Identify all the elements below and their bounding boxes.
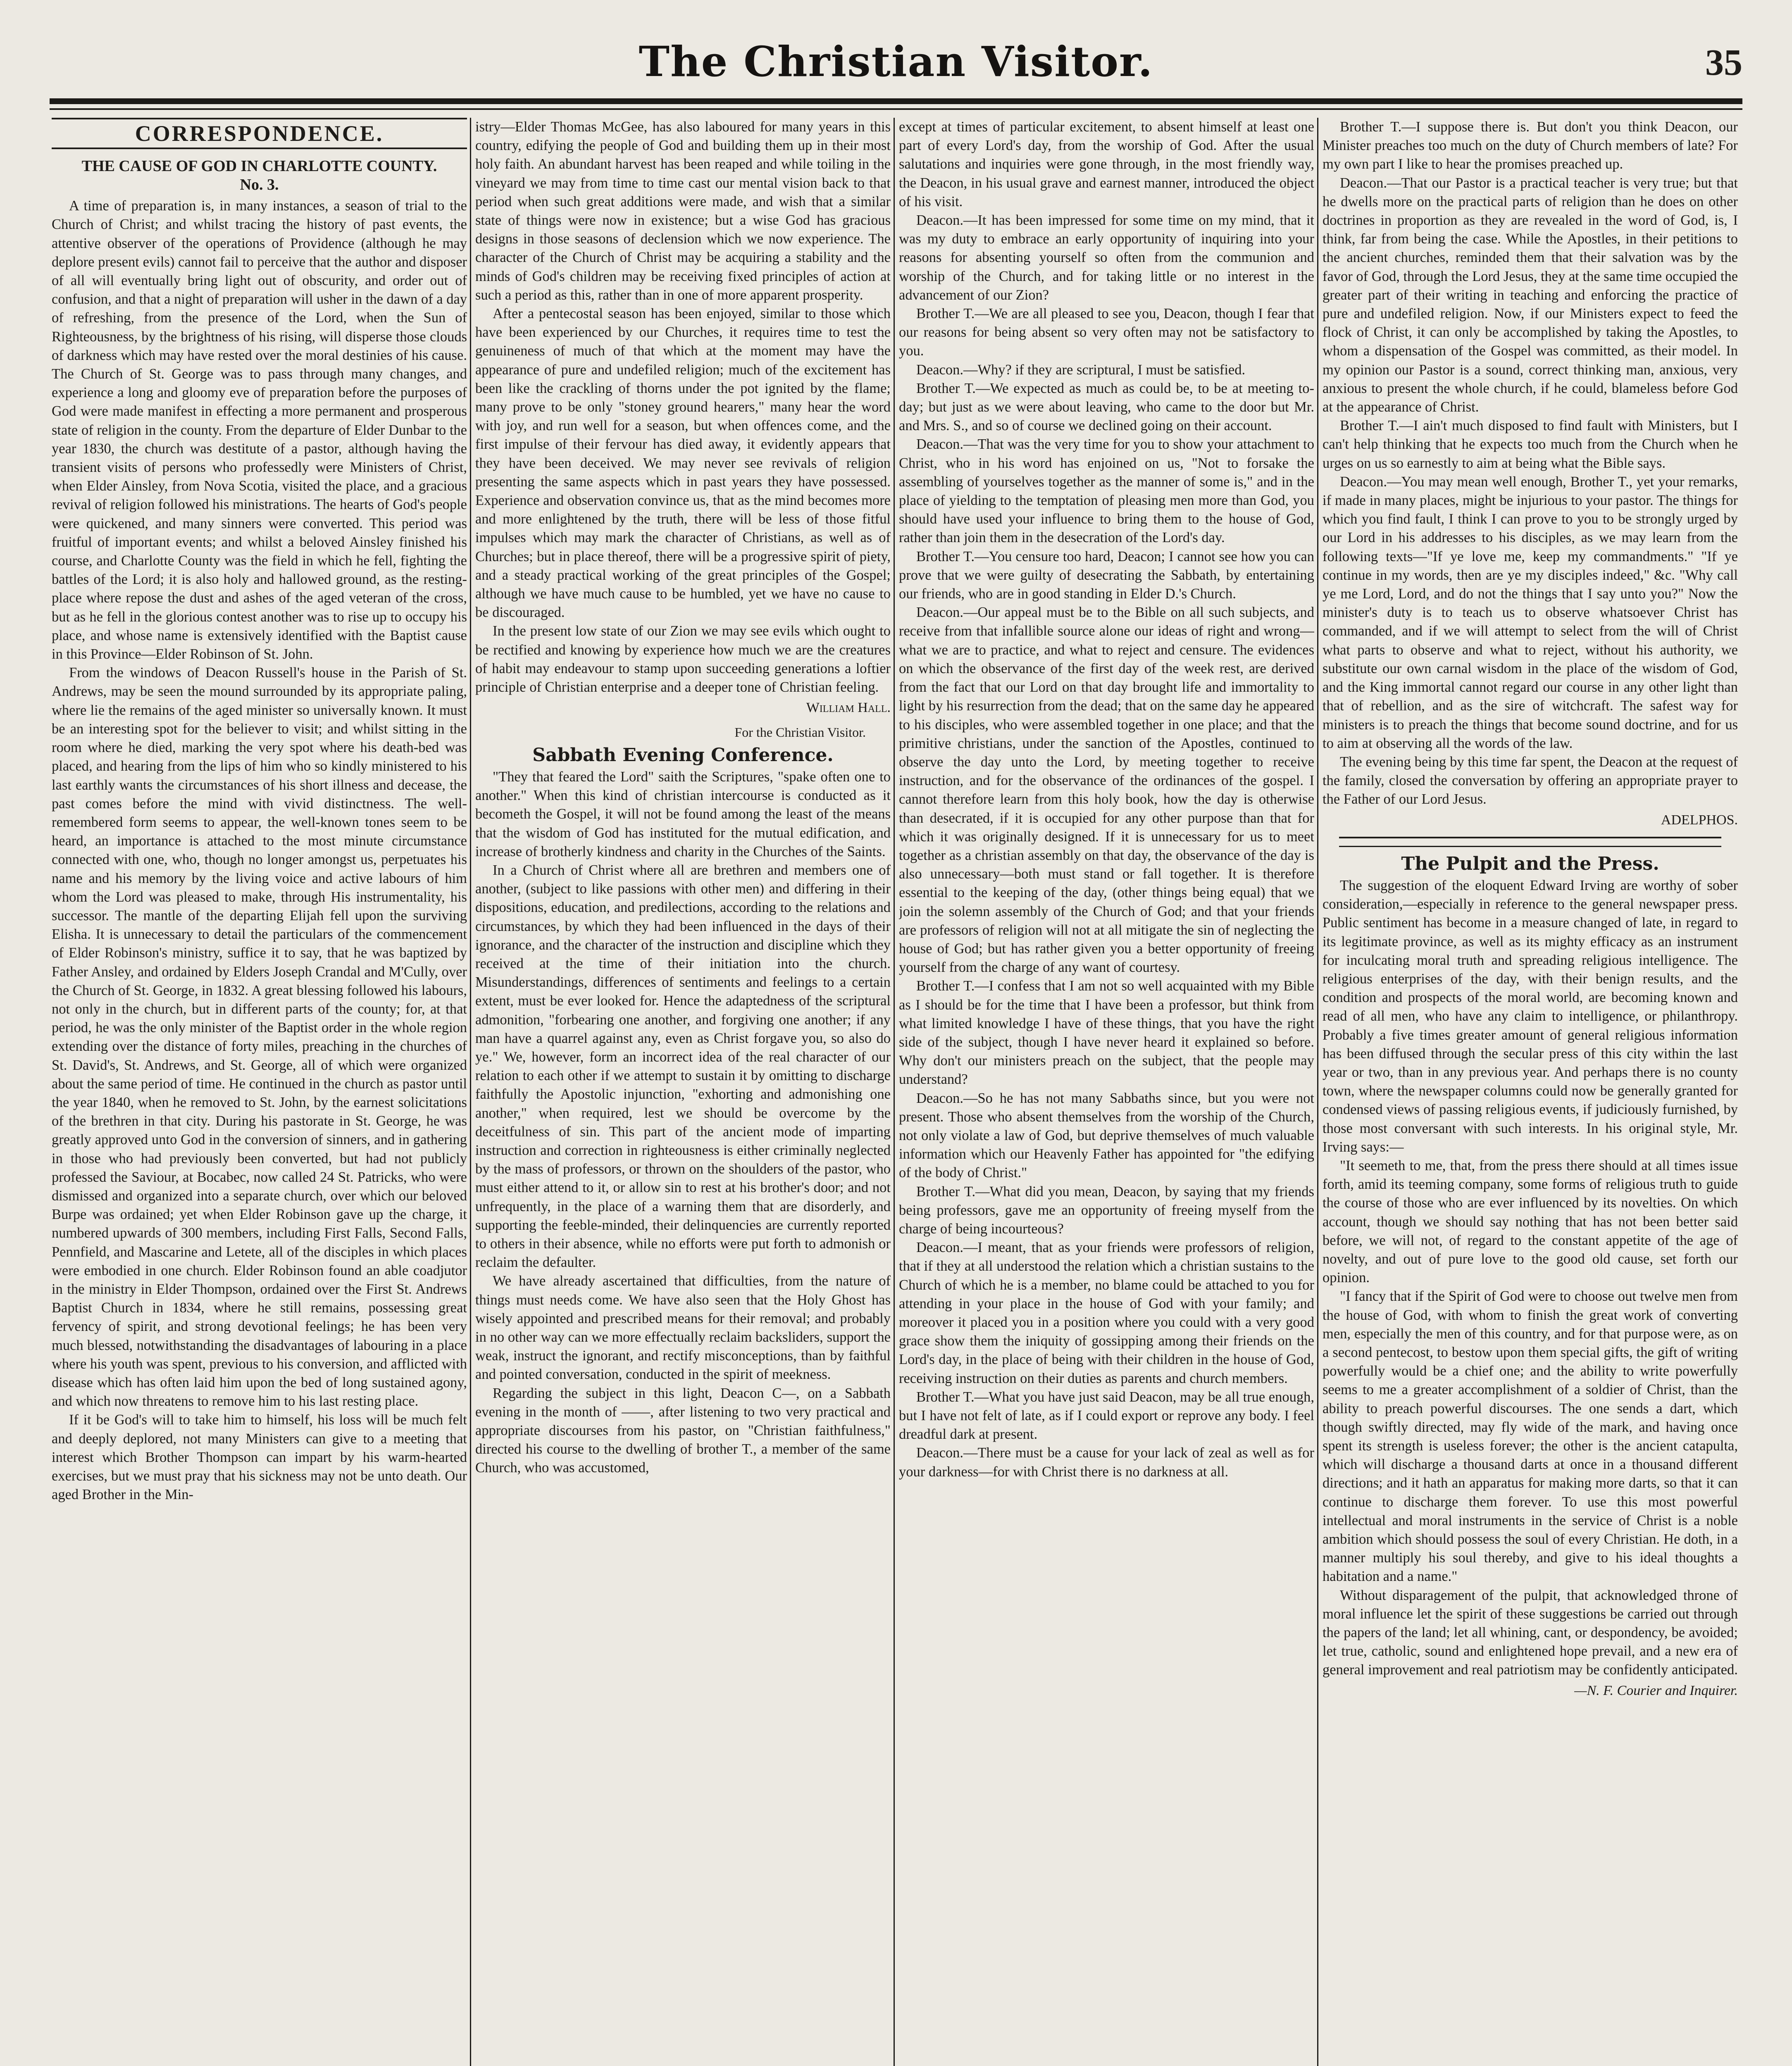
page-number: 35 (1705, 42, 1742, 83)
paragraph: We have already ascertained that difficulties, from the nature of things must needs come. We have also seen that the Holy Ghost has wisely appointed and prescribed means for their removal; and probably in no other way can we more effectually reclaim backsliders, support the weak, instruct the ignorant, and rectify misconceptions, than by faithful and pointed conversation, conducted in the spirit of meekness. (475, 1273, 891, 1383)
article-number: No. 3. (240, 176, 279, 193)
paragraph: In the present low state of our Zion we may see evils which ought to be rectified and knowing by experience how much we are the creatures of habit may endeavour to stamp upon succeeding generations a loftier principle of Christian enterprise and a deeper tone of Christian feeling. (475, 623, 891, 695)
paragraph: "It seemeth to me, that, from the press there should at all times issue forth, amid its teeming company, some forms of religious truth to guide the course of those who are ever influenced by its novelties. On which account, though we should say nothing that has not been better said before, we will not, of regard to the constant appetite of the age of novelty, and out of pure love to the good old cause, set forth our opinion. (1323, 1157, 1738, 1286)
column-divider (470, 118, 471, 2066)
paragraph: Deacon.—Why? if they are scriptural, I must be satisfied. (916, 362, 1246, 378)
paragraph: Deacon.—So he has not many Sabbaths since, but you were not present. Those who absent themselves from the worship of the Church, not only violate a law of God, but deprive themselves of much valuable information which our Heavenly Father has appointed for "the edifying of the body of Christ." (899, 1090, 1314, 1181)
paragraph: Brother T.—We expected as much as could be, to be at meeting to-day; but just as we were about leaving, who came to the door but Mr. and Mrs. S., and so of course we declined going on their account. (899, 380, 1314, 434)
column-3 (899, 118, 1314, 2066)
paragraph: The evening being by this time far spent, the Deacon at the request of the family, closed the conversation by offering an appropriate prayer to the Father of our Lord Jesus. (1323, 754, 1738, 807)
paragraph: Deacon.—That was the very time for you to show your attachment to Christ, who in his word has enjoined on us, "Not to forsake the assembling of yourselves together as the manner of some is," and in the place of yielding to the temptation of pleasing men more than God, you should have used your influence to bring them to the house of God, rather than join them in the desecration of the Lord's day. (899, 436, 1314, 546)
paragraph: Brother T.—You censure too hard, Deacon; I cannot see how you can prove that we were guilty of desecrating the Sabbath, by entertaining our friends, who are in good standing in Elder D.'s Church. (899, 548, 1314, 602)
paragraph: Deacon.—I meant, that as your friends were professors of religion, that if they at all understood the relation which a christian sustains to the Church of which he is a member, no blame could be attached to you for attending in your place in the house of God with your family; and moreover it placed you in a position where you could with a very good grace show them the iniquity of gossipping among their friends on the Lord's day, in the place of being with their children in the house of God, receiving instruction on their duties as parents and church members. (899, 1240, 1314, 1386)
paragraph: "I fancy that if the Spirit of God were to choose out twelve men from the house of God, with whom to finish the great work of converting men, especially the men of this country, and for that purpose were, as on a second pentecost, to bestow upon them special gifts, the gift of writing powerfully would be a chief one; and the ability to write powerfully seems to me a greater accomplishment of a soldier of Christ, than the ability to preach powerful discourses. The one sends a dart, which though swiftly directed, may fly wide of the mark, and having once spent its strength is useless forever; the other is the ancient catapulta, which will discharge a thousand darts at once in a thousand different directions; and it hath an apparatus for making more darts, so that it can continue to discharge them forever. To use this most powerful intellectual and moral instruments in the service of Christ is a noble ambition which should possess the soul of every Christian. He doth, in a manner multiply his soul thereby, and give to his ideal thoughts a habitation and a name." (1323, 1288, 1738, 1585)
paragraph: A time of preparation is, in many instances, a season of trial to the Church of Christ; and whilst tracing the history of past events, the attentive observer of the operations of Providence (although he may deplore present evils) cannot fail to perceive that the author and disposer of all will eventually bring light out of obscurity, and order out of confusion, and that a night of preparation will usher in the dawn of a day of refreshing, from the presence of the Lord, when the Sun of Righteousness, by the brightness of his rising, will disperse those clouds of darkness which may have rested over the moral destinies of his cause. The Church of St. George was to pass through many changes, and experience a long and gloomy eve of preparation before the purposes of God were made manifest in effecting a more permanent and prosperous state of religion in the county. From the departure of Elder Dunbar to the year 1830, the church was destitute of a pastor, although having the transient visits of persons who professedly were Ministers of Christ, when Elder Ainsley, from Nova Scotia, visited the place, and a gracious revival of religion followed his ministrations. The hearts of God's people were quickened, and many sinners were converted. This period was fruitful of important events; and whilst a beloved Ainsley finished his course, and Charlotte County was the field in which he fell, fighting the battles of the Lord; it is also holy and hallowed ground, as the resting-place where repose the dust and ashes of the aged veteran of the cross, but as he fell in the glorious contest another was to rise up to occupy his place, and whose name is extensively identified with the Baptist cause in this Province—Elder Robinson of St. John. (52, 198, 467, 662)
paragraph: Without disparagement of the pulpit, that acknowledged throne of moral influence let the spirit of these suggestions be carried out through the papers of the land; let all whining, cant, or despondency, be avoided; let true, catholic, sound and enlightened hope prevail, and a new era of general improvement and real patriotism may be confidently anticipated. (1323, 1587, 1738, 1678)
section-heading-correspondence: CORRESPONDENCE. (52, 118, 467, 149)
paragraph: Deacon.—It has been impressed for some time on my mind, that it was my duty to embrace an early opportunity of inquiring into your reasons for absenting yourself so often from the communion and worship of the Church, and for taking little or no interest in the advancement of our Zion? (899, 212, 1314, 303)
separator-rule (1339, 837, 1721, 838)
paragraph: istry—Elder Thomas McGee, has also laboured for many years in this country, edifying the people of God and building them up in their most holy faith. An abundant harvest has been reaped and while toiling in the vineyard we may from time to time cast our mental vision back to that period when such great additions were made, and wish that a similar state of things were now in existence; but a wise God has gracious designs in those seasons of declension which we now experience. The character of the Church of Christ may be acquiring a stability and the minds of God's children may be receiving fixed principles of action at such a period as this, rather than in one of more apparent prosperity. (475, 119, 891, 303)
paragraph: Deacon.—Our appeal must be to the Bible on all such subjects, and receive from that infallible source alone our ideas of right and wrong—what we are to practice, and what to reject and censure. The evidences on which the observance of the first day of the week rest, are derived from the fact that our Lord on that day brought life and immortality to light by his resurrection from the dead; that on the same day he appeared to his disciples, who were assembled together in one place; and that the primitive christians, under the sanction of the Apostles, continued to observe the day unto the Lord, by meeting together to receive instruction, and for the observance of the ordinances of the gospel. I cannot therefore learn from this holy book, how the day is otherwise than desecrated, if it is occupied for any other purpose than that for which it was originally designed. If it is unnecessary for us to meet together as a christian assembly on that day, the observance of the day is also unnecessary—both must stand or fall together. It is therefore essential to the keeping of the day, (other things being equal) that we join the solemn assembly of the Church of God; and that your friends are professors of religion will not at all mitigate the sin of neglecting the house of God; but has rather given you a better opportunity of freeing yourself from the charge of any want of courtesy. (899, 605, 1314, 976)
column-1 (52, 118, 467, 2066)
column-2 (475, 118, 891, 2066)
paragraph: If it be God's will to take him to himself, his loss will be much felt and deeply deplored, not many Ministers can give to a meeting that interest which Brother Thompson can impart by his warm-hearted exercises, but we must pray that his sickness may not be unto death. Our aged Brother in the Min- (52, 1412, 467, 1503)
column-4 (1323, 118, 1738, 2066)
paragraph: Deacon.—There must be a cause for your lack of zeal as well as for your darkness—for with Christ there is no darkness at all. (899, 1445, 1314, 1480)
newspaper-title: The Christian Visitor. (639, 37, 1153, 86)
column-divider (1317, 118, 1318, 2066)
paragraph: Brother T.—What you have just said Deacon, may be all true enough, but I have not felt of late, as if I could export or reprove any body. I feel dreadful dark at present. (899, 1389, 1314, 1442)
signature: William Hall. (806, 700, 891, 716)
paragraph: except at times of particular excitement, to absent himself at least one part of every Lord's day, from the worship of God. After the usual salutations and inquiries were gone through, in the most friendly way, the Deacon, in his usual grave and earnest manner, introduced the object of his visit. (899, 119, 1314, 209)
paragraph: Brother T.—We are all pleased to see you, Deacon, though I fear that our reasons for being absent so very often may not be satisfactory to you. (899, 306, 1314, 359)
paragraph: Brother T.—I confess that I am not so well acquainted with my Bible as I should be for the time that I have been a professor, but think from what limited knowledge I have of these things, that you have the right side of the subject, though I have never heard it explained so before. Why don't our ministers preach on the subject, that the people may understand? (899, 978, 1314, 1088)
signature: ADELPHOS. (1661, 812, 1738, 828)
paragraph: In a Church of Christ where all are brethren and members one of another, (subject to like passions with other men) and differing in their dispositions, education, and predilections, according to the relations and circumstances, by which they had been influenced in the days of their ignorance, and the character of the instruction and discipline which they received at the time of their initiation into the church. Misunderstandings, differences of sentiments and feelings to a certain extent, must be ever looked for. Hence the adaptedness of the scriptural admonition, "forbearing one another, and forgiving one another; if any man have a quarrel against any, even as Christ forgave you, so also do ye." We, however, form an incorrect idea of the real character of our relation to each other if we attempt to sustain it by omitting to discharge faithfully the Apostolic injunction, "exhorting and admonishing one another," when required, lest we should be overcome by the deceitfulness of sin. This part of the ancient mode of imparting instruction and correction in righteousness is either criminally neglected by the mass of professors, or thrown on the shoulders of the pastor, who must either attend to it, or allow sin to rest at his brother's door; and not unfrequently, in the place of a warning them that are disorderly, and supporting the feeble-minded, their delinquencies are currently reported to others in their absence, while no efforts were put forth to admonish or reclaim the defaulter. (475, 862, 891, 1271)
paragraph: Brother T.—What did you mean, Deacon, by saying that my friends being professors, gave me an opportunity of freeing myself from the charge of being incourteous? (899, 1183, 1314, 1237)
paragraph: The suggestion of the eloquent Edward Irving are worthy of sober consideration,—especially in reference to the general newspaper press. Public sentiment has become in a measure changed of late, in regard to its legitimate province, as well as its mighty efficacy as an instrument for inculcating moral truth and spreading religious intelligence. The religious enterprises of the day, with their benign results, and the condition and prospects of the moral world, are becoming known and read of all men, who have any claim to intelligence, or philanthropy. Probably a five times greater amount of general religious information has been diffused through the secular press of this city within the last year or two, than in any previous year. And perhaps there is no county town, where the newspaper columns could now be generally granted for condensed views of passing religious events, if judiciously furnished, by those most conversant with such interests. In his original style, Mr. Irving says:— (1323, 877, 1738, 1155)
article-title: THE CAUSE OF GOD IN CHARLOTTE COUNTY. (81, 157, 437, 175)
source-attribution: —N. F. Courier and Inquirer. (1574, 1683, 1738, 1698)
masthead (50, 37, 1742, 95)
article-title: The Pulpit and the Press. (1401, 853, 1659, 874)
article-title: Sabbath Evening Conference. (532, 744, 834, 766)
masthead-rule-thick (50, 98, 1742, 104)
paragraph: Deacon.—That our Pastor is a practical teacher is very true; but that he dwells more on the practical parts of religion than he does on other doctrines in proportion as they are revealed in the word of God, is, I think, far from being the case. While the Apostles, in their petitions to the ancient churches, reminded them that their salvation was by the favor of God, through the Lord Jesus, they at the same time occupied the greater part of their writing in teaching and enforcing the practice of pure and undefiled religion. Now, if our Ministers expect to feed the flock of Christ, it can only be accomplished by taking the Apostles, to whom a dispensation of the Gospel was committed, as their model. In my opinion our Pastor is a sound, correct thinking man, anxious, very anxious to present the whole church, if he could, blameless before God at the appearance of Christ. (1323, 175, 1738, 415)
for-line: For the Christian Visitor. (734, 724, 866, 740)
paragraph: Regarding the subject in this light, Deacon C—, on a Sabbath evening in the month of ——, after listening to two very practical and appropriate discourses from his pastor, on "Christian faithfulness," directed his course to the dwelling of brother T., a member of the same Church, who was accustomed, (475, 1385, 891, 1476)
column-divider (894, 118, 895, 2066)
paragraph: Brother T.—I suppose there is. But don't you think Deacon, our Minister preaches too much on the duty of Church members of late? For my own part I like to hear the promises preached up. (1323, 119, 1738, 172)
paragraph: "They that feared the Lord" saith the Scriptures, "spake often one to another." When this kind of christian intercourse is conducted as it becometh the Gospel, it will not be found among the least of the means that the wisdom of God has instituted for the mutual edification, and increase of brotherly kindness and charity in the Churches of the Saints. (475, 769, 891, 859)
separator-rule (1339, 846, 1721, 847)
paragraph: From the windows of Deacon Russell's house in the Parish of St. Andrews, may be seen the mound surrounded by its appropriate paling, where lie the remains of the aged minister so universally known. It must be an interesting spot for the believer to visit; and whilst sitting in the room where he died, marking the very spot where his death-bed was placed, and hearing from the lips of him who so kindly ministered to his last earthly wants the circumstances of his short illness and decease, the past comes before the mind with vivid distinctness. The well-remembered form seems to appear, the well-known tones seem to be heard, an importance is attached to the most minute circumstance connected with one, who, though no longer amongst us, perpetuates his name and his memory by the living voice and active labours of him whom the Lord was pleased to make, through His instrumentality, his successor. The mantle of the departing Elijah fell upon the surviving Elisha. It is unnecessary to detail the particulars of the commencement of Elder Robinson's ministry, suffice it to say, that he was baptized by Father Ansley, and ordained by Elders Joseph Crandal and M'Cully, over the Church of St. George, in 1832. A great blessing followed his labours, not only in the church, but in different parts of the county; for, at that period, he was the only minister of the Baptist order in the whole region extending over the distance of forty miles, preaching in the churches of St. David's, St. Andrews, and St. George, all of which were organized about the same period of time. He continued in the church as pastor until the year 1840, when he removed to St. John, by the earnest solicitations of the brethren in that city. During his pastorate in St. George, he was greatly approved unto God in the conversion of sinners, and in gathering in those who had previously been converted, but had not publicly professed the Saviour, at Bocabec, now called 24 St. Patricks, who were dismissed and organized into a separate church, over which our beloved Burpe was ordained; yet when Elder Robinson gave up the charge, it numbered upwards of 300 members, including First Falls, Second Falls, Pennfield, and Mascarine and Letete, all of the disciples in which places were embodied in one church. Elder Robinson found an able coadjutor in the ministry in Elder Thompson, ordained over the First St. Andrews Baptist Church in 1834, where he still remains, possessing great fervency of spirit, and strong devotional feelings; he has been very much blessed, notwithstanding the disadvantages of labouring in a place where his youth was spent, previous to his conversion, and afflicted with disease which has often laid him upon the bed of long sustained agony, and which now threatens to remove him to his last resting place. (52, 665, 467, 1409)
masthead-rule-thin (50, 108, 1742, 110)
paragraph: Deacon.—You may mean well enough, Brother T., yet your remarks, if made in many places, might be injurious to your pastor. The things for which you find fault, I think I can prove to you to be strongly urged by our Lord in his addresses to his disciples, as we may learn from the following texts—"If ye love me, keep my commandments." "If ye continue in my words, then are ye my disciples indeed," &c. "Why call ye me Lord, Lord, and do not the things that I say unto you?" Now the minister's duty is to teach us to observe whatsoever Christ has commanded, and if we will attempt to select from the will of Christ what parts to observe and what to reject, without his authority, we substitute our own carnal wisdom in the place of the wisdom of God, and the King immortal cannot regard our course in any other light than that of rebellion, and as the sire of witchcraft. The safest way for ministers is to preach the things that become sound doctrine, and for us to aim at observing all the words of the law. (1323, 474, 1738, 751)
paragraph: After a pentecostal season has been enjoyed, similar to those which have been experienced by our Churches, it requires time to test the genuineness of much of that which at the moment may have the appearance of pure and undefiled religion; much of the excitement has been like the crackling of thorns under the pot ignited by the flame; many prove to be only "stoney ground hearers," many hear the word with joy, and run well for a season, but when offences come, and the first impulse of their fervour has died away, it evidently appears that they have been deceived. We may never see revivals of religion presenting the same aspects which in past years they have possessed. Experience and observation convince us, that as the mind becomes more and more enlightened by the truth, there will be less of those fitful impulses which may mark the character of Christians, as well as of Churches; but in place thereof, there will be a progressive spirit of piety, and a steady practical working of the great principles of the Gospel; although we have much cause to be humbled, yet we have no cause to be discouraged. (475, 306, 891, 621)
paragraph: Brother T.—I ain't much disposed to find fault with Ministers, but I can't help thinking that he expects too much from the Church when he urges on us so earnestly to aim at being what the Bible says. (1323, 418, 1738, 471)
